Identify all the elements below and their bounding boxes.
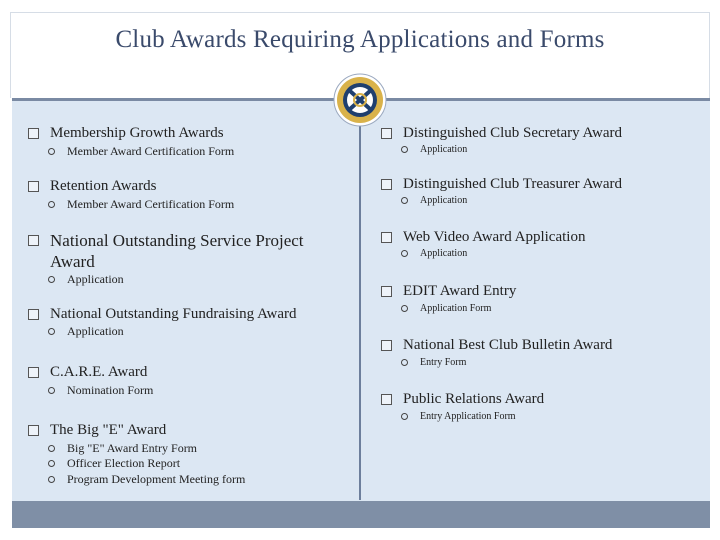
square-bullet-icon <box>381 286 392 297</box>
left-section-6-item-1[interactable] <box>48 441 197 456</box>
square-bullet-icon <box>381 394 392 405</box>
circle-bullet-icon <box>401 305 408 312</box>
section-label-line-2: Award <box>50 252 95 271</box>
square-bullet-icon <box>28 128 39 139</box>
right-section-5 <box>381 335 612 355</box>
form-link[interactable]: Application <box>67 324 124 338</box>
form-link[interactable]: Entry Form <box>420 357 467 368</box>
section-label: Retention Awards <box>50 178 157 194</box>
optimist-international-emblem-icon <box>333 73 387 127</box>
right-section-6 <box>381 389 544 409</box>
left-section-3 <box>28 230 304 272</box>
section-label: National Outstanding Fundraising Award <box>50 306 297 322</box>
section-label: Distinguished Club Secretary Award <box>403 125 623 141</box>
form-link[interactable]: Officer Election Report <box>67 456 181 470</box>
left-section-4 <box>28 304 297 324</box>
form-link[interactable]: Member Award Certification Form <box>67 197 235 211</box>
circle-bullet-icon <box>401 197 408 204</box>
circle-bullet-icon <box>48 476 55 483</box>
left-section-1-item-1[interactable] <box>48 144 234 159</box>
left-section-6-item-2[interactable] <box>48 456 180 471</box>
circle-bullet-icon <box>48 201 55 208</box>
section-label <box>50 230 304 272</box>
square-bullet-icon <box>28 425 39 436</box>
form-link[interactable]: Application <box>67 272 124 286</box>
square-bullet-icon <box>381 232 392 243</box>
circle-bullet-icon <box>401 146 408 153</box>
section-label: Membership Growth Awards <box>50 125 224 141</box>
section-label: Public Relations Award <box>403 391 545 407</box>
right-section-1-item-1[interactable] <box>401 143 467 156</box>
section-label: EDIT Award Entry <box>403 283 517 299</box>
right-section-1 <box>381 123 622 143</box>
form-link[interactable]: Program Development Meeting form <box>67 472 246 486</box>
form-link[interactable]: Application Form <box>420 303 492 314</box>
circle-bullet-icon <box>48 276 55 283</box>
square-bullet-icon <box>381 128 392 139</box>
square-bullet-icon <box>28 367 39 378</box>
section-label: Distinguished Club Treasurer Award <box>403 176 623 192</box>
right-section-6-item-1[interactable] <box>401 410 516 423</box>
form-link[interactable]: Nomination Form <box>67 383 154 397</box>
section-label: National Best Club Bulletin Award <box>403 337 613 353</box>
left-section-2 <box>28 176 157 196</box>
square-bullet-icon <box>28 309 39 320</box>
right-section-2 <box>381 174 622 194</box>
slide-title: Club Awards Requiring Applications and Forms <box>115 26 605 53</box>
footer-bar <box>12 501 710 528</box>
square-bullet-icon <box>28 181 39 192</box>
circle-bullet-icon <box>48 148 55 155</box>
right-section-3 <box>381 227 585 247</box>
form-link[interactable]: Application <box>420 195 468 206</box>
section-label: The Big "E" Award <box>50 422 167 438</box>
column-divider <box>359 104 361 500</box>
square-bullet-icon <box>28 235 39 246</box>
form-link[interactable]: Entry Application Form <box>420 411 516 422</box>
left-section-5-item-1[interactable] <box>48 383 153 398</box>
form-link[interactable]: Application <box>420 144 468 155</box>
form-link[interactable]: Member Award Certification Form <box>67 144 235 158</box>
circle-bullet-icon <box>401 413 408 420</box>
right-section-5-item-1[interactable] <box>401 356 466 369</box>
section-label: C.A.R.E. Award <box>50 364 148 380</box>
circle-bullet-icon <box>48 328 55 335</box>
section-label: Web Video Award Application <box>403 229 586 245</box>
square-bullet-icon <box>381 340 392 351</box>
left-section-1 <box>28 123 224 143</box>
right-section-2-item-1[interactable] <box>401 194 467 207</box>
circle-bullet-icon <box>401 250 408 257</box>
left-section-6-item-3[interactable] <box>48 472 245 487</box>
circle-bullet-icon <box>48 445 55 452</box>
circle-bullet-icon <box>48 387 55 394</box>
circle-bullet-icon <box>48 460 55 467</box>
left-section-6 <box>28 420 166 440</box>
form-link[interactable]: Big "E" Award Entry Form <box>67 441 198 455</box>
left-section-4-item-1[interactable] <box>48 324 124 339</box>
form-link[interactable]: Application <box>420 248 468 259</box>
square-bullet-icon <box>381 179 392 190</box>
section-label-line-1: National Outstanding Service Project <box>50 231 304 250</box>
left-section-3-item-1[interactable] <box>48 272 124 287</box>
circle-bullet-icon <box>401 359 408 366</box>
right-section-4-item-1[interactable] <box>401 302 491 315</box>
right-section-3-item-1[interactable] <box>401 247 467 260</box>
right-section-4 <box>381 281 516 301</box>
left-section-2-item-1[interactable] <box>48 197 234 212</box>
left-section-5 <box>28 362 147 382</box>
